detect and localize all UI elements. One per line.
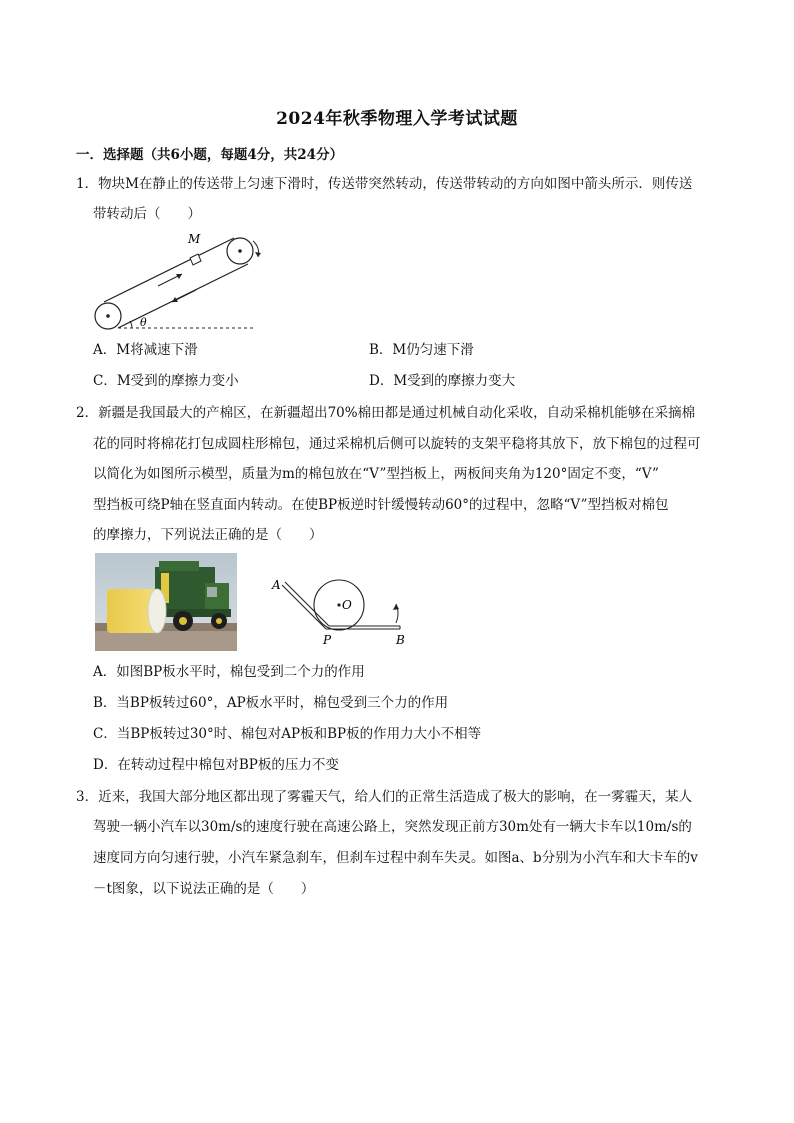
q3-line-4: －t图象，以下说法正确的是（ ） bbox=[93, 881, 315, 897]
q2-option-a: A．如图BP板水平时，棉包受到二个力的作用 bbox=[93, 664, 365, 680]
q2-line-1: 2．新疆是我国最大的产棉区，在新疆超出70%棉田都是通过机械自动化采收，自动采棉机能够在采摘棉 bbox=[76, 405, 696, 421]
q1-line-2: 带转动后（ ） bbox=[93, 206, 201, 222]
q2-line-2: 花的同时将棉花打包成圆柱形棉包，通过采棉机后侧可以旋转的支架平稳将其放下，放下棉包的过程可 bbox=[93, 436, 701, 452]
q1-label-m: M bbox=[188, 232, 201, 246]
q1-conveyor-figure bbox=[88, 228, 268, 334]
q3-line-2: 驾驶一辆小汽车以30m/s的速度行驶在高速公路上，突然发现正前方30m处有一辆大卡车以10m/s的 bbox=[93, 819, 692, 835]
q1-option-b: B．M仍匀速下滑 bbox=[369, 342, 474, 358]
q2-line-4: 型挡板可绕P轴在竖直面内转动。在使BP板逆时针缓慢转动60°的过程中，忽略“V”型挡板对棉包 bbox=[93, 497, 669, 513]
q2-line-3: 以简化为如图所示模型，质量为m的棉包放在“V”型挡板上，两板间夹角为120°固定不变，“V” bbox=[93, 466, 659, 482]
q2-option-c: C．当BP板转过30°时、棉包对AP板和BP板的作用力大小不相等 bbox=[93, 726, 482, 742]
page-title: 2024年秋季物理入学考试试题 bbox=[276, 109, 518, 129]
q2-label-o: O bbox=[342, 598, 352, 612]
cotton-picker-photo bbox=[95, 553, 237, 651]
q2-option-b: B．当BP板转过60°，AP板水平时，棉包受到三个力的作用 bbox=[93, 695, 449, 711]
q2-v-board-figure bbox=[268, 573, 414, 649]
q1-option-c: C．M受到的摩擦力变小 bbox=[93, 373, 239, 389]
q3-line-3: 速度同方向匀速行驶，小汽车紧急刹车，但刹车过程中刹车失灵。如图a、b分别为小汽车和大卡车的v bbox=[93, 850, 698, 866]
q2-line-5: 的摩擦力，下列说法正确的是（ ） bbox=[93, 527, 323, 543]
q1-line-1: 1．物块M在静止的传送带上匀速下滑时，传送带突然转动，传送带转动的方向如图中箭头所示．则传送 bbox=[76, 176, 693, 192]
q3-line-1: 3．近来，我国大部分地区都出现了雾霾天气，给人们的正常生活造成了极大的影响，在一雾霾天，某人 bbox=[76, 789, 693, 805]
q2-label-a: A bbox=[272, 578, 281, 592]
q2-option-d: D．在转动过程中棉包对BP板的压力不变 bbox=[93, 757, 339, 773]
q1-option-a: A．M将减速下滑 bbox=[93, 342, 198, 358]
q2-label-b: B bbox=[396, 633, 405, 647]
section-heading: 一．选择题（共6小题，每题4分，共24分） bbox=[76, 147, 344, 163]
q1-option-d: D．M受到的摩擦力变大 bbox=[369, 373, 516, 389]
q1-label-theta: θ bbox=[140, 316, 147, 329]
q2-label-p: P bbox=[323, 633, 332, 647]
